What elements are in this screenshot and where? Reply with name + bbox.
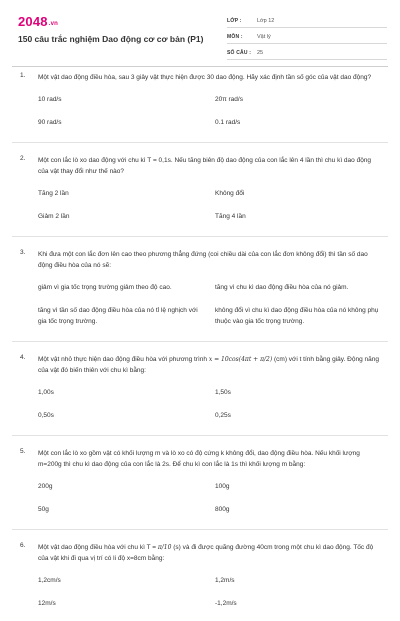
- answer-option[interactable]: 10 rad/s: [38, 96, 62, 103]
- question-number: 5.: [20, 448, 26, 455]
- answer-option[interactable]: 100g: [215, 483, 230, 490]
- answer-option[interactable]: 0,50s: [38, 412, 54, 419]
- logo-text: 2048: [18, 14, 48, 29]
- answer-options: [38, 94, 382, 140]
- question-text-part: Một vật dao động điều hòa với chu kì T =: [38, 544, 158, 551]
- question-divider: [12, 529, 388, 530]
- answer-option[interactable]: không đổi vì chu kì dao động điều hòa của nó không phụ thuộc vào gia tốc trọng trường.: [215, 307, 379, 325]
- question-text: Một vật dao động điều hòa, sau 3 giây vật thực hiện được 30 dao động. Hãy xác định tần số góc của vật dao động?: [38, 74, 372, 81]
- meta-info: [227, 14, 387, 62]
- answer-option[interactable]: 90 rad/s: [38, 119, 62, 126]
- answer-option[interactable]: tăng vì tần số dao động điều hòa của nó tỉ lệ nghịch với gia tốc trọng trường.: [38, 307, 198, 325]
- question-text: [38, 542, 382, 564]
- meta-row-grade: [227, 14, 387, 28]
- question-number: 6.: [20, 542, 26, 549]
- answer-option[interactable]: 1,50s: [215, 389, 231, 396]
- question-text-part: (s) và đi được quãng đường 40cm trong một chu kì dao động. Tốc độ của vật khi đi qua vị trí có li độ x=8cm bằng:: [38, 544, 374, 562]
- answer-option[interactable]: 1,2m/s: [215, 577, 235, 584]
- header-divider: [12, 66, 388, 67]
- answer-option[interactable]: Tăng 4 lần: [215, 213, 246, 220]
- question-divider: [12, 341, 388, 342]
- answer-options: [38, 188, 382, 234]
- answer-options: [38, 387, 382, 433]
- meta-key: SỐ CÂU :: [227, 49, 252, 56]
- meta-value: 25: [257, 49, 264, 56]
- answer-option[interactable]: 200g: [38, 483, 53, 490]
- answer-option[interactable]: 50g: [38, 506, 49, 513]
- page-title: 150 câu trắc nghiệm Dao động cơ cơ bản (P1): [18, 34, 204, 44]
- question-divider: [12, 236, 388, 237]
- question-text: Một con lắc lò xo dao động với chu kì T = 0,1s. Nếu tăng biên độ dao động của con lắc lên 4 lần thì chu kì dao động của vật thay đổi như thế nào?: [38, 157, 372, 175]
- question-text: Một con lắc lò xo gồm vật có khối lượng m và lò xo có độ cứng k không đổi, dao động điều hòa. Nếu khối lượng m=200g thì chu kì dao động của con lắc là 2s. Để chu kì con lắc là 1s thì khối lượng m bằng:: [38, 450, 360, 468]
- question-4: [0, 354, 400, 433]
- question-text-part: (cm) với t tính bằng giây. Động năng của vật đó biến thiên với chu kì bằng:: [38, 356, 379, 374]
- header: [0, 0, 400, 66]
- answer-option[interactable]: 20π rad/s: [215, 96, 243, 103]
- question-2: [0, 155, 400, 234]
- meta-value: Vật lý: [257, 33, 271, 40]
- question-number: 1.: [20, 72, 26, 79]
- question-5: [0, 448, 400, 527]
- answer-options: [38, 575, 382, 621]
- meta-row-subject: [227, 30, 387, 44]
- answer-option[interactable]: 0,25s: [215, 412, 231, 419]
- answer-option[interactable]: 0.1 rad/s: [215, 119, 241, 126]
- site-logo[interactable]: [18, 14, 58, 29]
- question-number: 4.: [20, 354, 26, 361]
- equation: π/10: [157, 544, 172, 551]
- answer-option[interactable]: Tăng 2 lần: [38, 190, 69, 197]
- question-divider: [12, 435, 388, 436]
- question-1: [0, 72, 400, 140]
- question-number: 3.: [20, 249, 26, 256]
- answer-option[interactable]: giảm vì gia tốc trọng trường giảm theo độ cao.: [38, 284, 172, 291]
- answer-option[interactable]: 12m/s: [38, 600, 56, 607]
- meta-key: MÔN :: [227, 33, 243, 40]
- question-text: [38, 354, 382, 376]
- answer-option[interactable]: 1,2cm/s: [38, 577, 61, 584]
- meta-value: Lớp 12: [257, 17, 275, 24]
- question-text: Khi đưa một con lắc đơn lên cao theo phương thẳng đứng (coi chiều dài của con lắc đơn không đổi) thì tần số dao động điều hòa của nó sẽ:: [38, 251, 368, 269]
- logo-suffix: .vn: [48, 21, 59, 27]
- meta-row-count: [227, 46, 387, 60]
- answer-option[interactable]: Không đổi: [215, 190, 245, 197]
- answer-option[interactable]: 1,00s: [38, 389, 54, 396]
- question-3: [0, 249, 400, 339]
- answer-options: [38, 282, 382, 339]
- answer-option[interactable]: 800g: [215, 506, 230, 513]
- meta-key: LỚP :: [227, 17, 242, 24]
- answer-options: [38, 481, 382, 527]
- question-6: [0, 542, 400, 621]
- equation: x = 10cos(4πt + π/2): [208, 356, 273, 363]
- question-list: [0, 72, 400, 621]
- question-number: 2.: [20, 155, 26, 162]
- answer-option[interactable]: -1,2m/s: [215, 600, 237, 607]
- question-divider: [12, 142, 388, 143]
- answer-option[interactable]: Giảm 2 lần: [38, 213, 70, 220]
- question-text-part: Một vật nhỏ thực hiện dao động điều hòa với phương trình: [38, 356, 209, 363]
- answer-option[interactable]: tăng vì chu kì dao động điều hòa của nó giảm.: [215, 284, 349, 291]
